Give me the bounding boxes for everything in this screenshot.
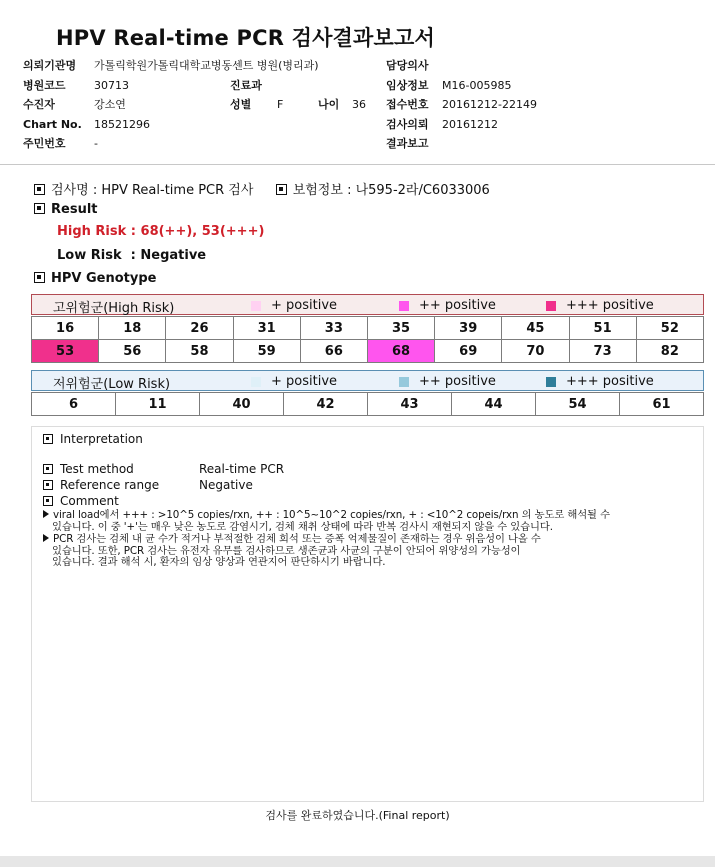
comment-line: PCR 검사는 검체 내 균 수가 적거나 부적절한 검체 희석 또는 증폭 억제물질이 존재하는 경우 위음성이 나올 수	[53, 533, 541, 545]
checkbox-icon	[43, 464, 53, 474]
test-method-label-text: Test method	[60, 462, 134, 476]
recipient-label: 수진자	[23, 98, 55, 111]
legend-swatch	[399, 301, 409, 311]
genotype-cell: 52	[636, 317, 703, 340]
hospital-code-value: 30713	[94, 79, 129, 92]
comment-label	[43, 494, 119, 508]
genotype-cell: 66	[300, 340, 367, 363]
checkbox-icon	[34, 272, 45, 283]
sex-label: 성별	[230, 98, 252, 111]
low-risk-title: 저위험군(Low Risk)	[53, 377, 171, 392]
test-method-label	[43, 462, 134, 476]
legend-label: ++ positive	[419, 298, 496, 313]
high-risk-result: High Risk : 68(++), 53(+++)	[57, 224, 265, 239]
comment-line: 있습니다. 결과 해석 시, 환자의 임상 양상과 연관지어 판단하시기 바랍니다.	[52, 556, 386, 568]
resident-no-value: -	[94, 137, 98, 150]
legend-swatch	[251, 301, 261, 311]
clinical-info-value: M16-005985	[442, 79, 512, 92]
genotype-cell: 68	[367, 340, 434, 363]
comment-viral-load	[43, 510, 701, 533]
legend-plus-plus	[399, 298, 496, 313]
genotype-cell: 59	[233, 340, 300, 363]
reference-range-value: Negative	[199, 478, 253, 492]
genotype-cell: 16	[32, 317, 99, 340]
receipt-no-label: 접수번호	[386, 98, 429, 111]
institution-value: 가톨릭학원가톨릭대학교병동센트 병원(병리과)	[94, 59, 319, 72]
checkbox-icon	[34, 184, 45, 195]
high-risk-title: 고위험군(High Risk)	[53, 301, 175, 316]
dept-label: 진료과	[230, 79, 262, 92]
receipt-no-value: 20161212-22149	[442, 98, 537, 111]
chart-no-value: 18521296	[94, 118, 150, 131]
bottom-bar	[0, 856, 715, 867]
chart-no-label: Chart No.	[23, 118, 82, 131]
genotype-cell: 58	[166, 340, 233, 363]
legend-swatch	[251, 377, 261, 387]
high-risk-table	[31, 316, 704, 363]
table-row	[32, 393, 704, 416]
result-heading-text: Result	[51, 202, 98, 217]
genotype-heading	[34, 271, 156, 286]
genotype-cell: 45	[502, 317, 569, 340]
genotype-cell: 18	[99, 317, 166, 340]
reference-range-label	[43, 478, 159, 492]
legend-plus-plus-plus	[546, 298, 654, 313]
request-date-value: 20161212	[442, 118, 498, 131]
low-risk-header	[31, 370, 704, 391]
age-label: 나이	[318, 98, 340, 111]
reference-range-label-text: Reference range	[60, 478, 160, 492]
genotype-cell: 69	[435, 340, 502, 363]
genotype-cell: 35	[367, 317, 434, 340]
genotype-cell: 61	[620, 393, 704, 416]
genotype-cell: 51	[569, 317, 636, 340]
genotype-cell: 39	[435, 317, 502, 340]
checkbox-icon	[43, 434, 53, 444]
age-value: 36	[352, 98, 366, 111]
genotype-cell: 54	[536, 393, 620, 416]
interpretation-heading-text: Interpretation	[60, 432, 143, 446]
genotype-cell: 26	[166, 317, 233, 340]
genotype-cell: 56	[99, 340, 166, 363]
interpretation-heading	[43, 432, 143, 446]
legend-label: ++ positive	[419, 374, 496, 389]
genotype-heading-text: HPV Genotype	[51, 271, 157, 286]
clinical-info-label: 임상정보	[386, 79, 429, 92]
genotype-cell: 82	[636, 340, 703, 363]
checkbox-icon	[43, 496, 53, 506]
legend-swatch	[546, 377, 556, 387]
comment-line: 있습니다. 또한, PCR 검사는 유전자 유무를 검사하므로 생존균과 사균의 구분이 안되어 위양성의 가능성이	[52, 544, 521, 557]
comment-line: 있습니다. 이 중 '+'는 매우 낮은 농도로 감염시기, 검체 채취 상태에 따라 반복 검사시 재현되지 않을 수 있습니다.	[52, 520, 553, 533]
checkbox-icon	[34, 203, 45, 214]
doctor-label: 담당의사	[386, 59, 429, 72]
comment-label-text: Comment	[60, 494, 119, 508]
test-name-label: 검사명	[51, 183, 89, 198]
table-row	[32, 340, 704, 363]
legend-label: +++ positive	[566, 298, 654, 313]
legend-label: +++ positive	[566, 374, 654, 389]
legend-swatch	[399, 377, 409, 387]
genotype-cell: 44	[452, 393, 536, 416]
insurance-label: 보험정보	[292, 183, 343, 198]
checkbox-icon	[276, 184, 287, 195]
legend-plus-plus-plus	[546, 374, 654, 389]
genotype-cell: 42	[284, 393, 368, 416]
resident-no-label: 주민번호	[23, 137, 66, 150]
genotype-cell: 40	[200, 393, 284, 416]
institution-label: 의뢰기관명	[23, 59, 77, 72]
high-risk-header	[31, 294, 704, 315]
arrow-right-icon	[43, 534, 49, 542]
legend-label: + positive	[271, 374, 338, 389]
recipient-value: 강소연	[94, 98, 126, 111]
report-date-label: 결과보고	[386, 137, 429, 150]
low-risk-result: Low Risk : Negative	[57, 248, 207, 263]
sex-value: F	[277, 98, 284, 111]
test-name-line: 검사명 : HPV Real-time PCR 검사 보험정보 : 나595-2라/C6033006	[34, 179, 490, 198]
result-heading	[34, 202, 98, 217]
interpretation-panel	[31, 426, 704, 802]
table-row	[32, 317, 704, 340]
arrow-right-icon	[43, 510, 49, 518]
report-header	[0, 0, 715, 165]
genotype-cell: 31	[233, 317, 300, 340]
checkbox-icon	[43, 480, 53, 490]
low-risk-table	[31, 392, 704, 416]
comment-pcr	[43, 534, 701, 569]
hospital-code-label: 병원코드	[23, 79, 66, 92]
insurance-value: 나595-2라/C6033006	[355, 183, 490, 198]
genotype-cell: 33	[300, 317, 367, 340]
genotype-cell: 11	[116, 393, 200, 416]
test-method-value: Real-time PCR	[199, 462, 285, 476]
legend-swatch	[546, 301, 556, 311]
genotype-cell: 6	[32, 393, 116, 416]
legend-label: + positive	[271, 298, 338, 313]
request-date-label: 검사의뢰	[386, 118, 429, 131]
test-name-value: HPV Real-time PCR 검사	[101, 183, 254, 198]
report-title: HPV Real-time PCR 검사결과보고서	[56, 26, 435, 50]
legend-plus	[251, 298, 337, 313]
genotype-cell: 43	[368, 393, 452, 416]
genotype-cell: 70	[502, 340, 569, 363]
legend-plus	[251, 374, 337, 389]
comment-line: viral load에서 +++ : >10^5 copies/rxn, ++ : 10^5~10^2 copies/rxn, + : <10^2 copeis/rxn 의 농도로 해석될 수	[53, 509, 610, 521]
genotype-cell: 53	[32, 340, 99, 363]
legend-plus-plus	[399, 374, 496, 389]
genotype-cell: 73	[569, 340, 636, 363]
final-report-note: 검사를 완료하였습니다.(Final report)	[265, 809, 450, 822]
